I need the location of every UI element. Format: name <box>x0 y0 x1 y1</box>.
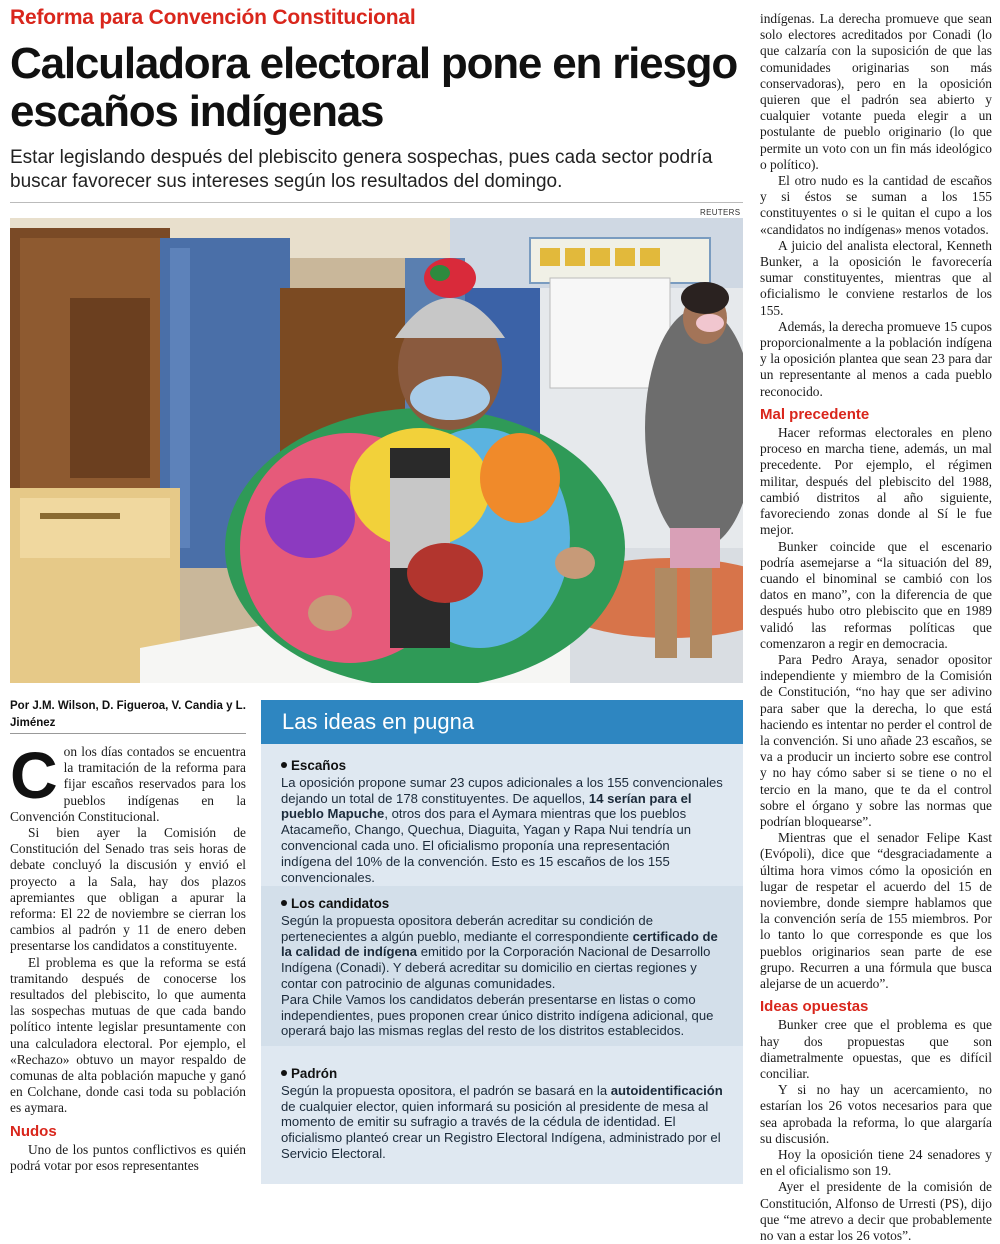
voting-scene-illustration <box>10 218 743 683</box>
info-section-heading: Escaños <box>281 758 723 774</box>
paragraph: indígenas. La derecha promueve que sean solo electores acreditados por Conadi (lo que calzaría con la suposición de que las comunidades originarias son más conservadoras), pero en la oposición quieren que el padrón sea abierto y cualquier votante pueda elegir a un postulante de pueblo originario (lo que permite un voto con un fin más ideológico o político). <box>760 11 992 172</box>
info-section-heading: Padrón <box>281 1066 723 1082</box>
info-section-text: Para Chile Vamos los candidatos deberán presentarse en listas o como independientes, pues proponen crear único distrito indígena adicional, que operará bajo las mismas reglas del resto de los distritos establecidos. <box>281 991 714 1039</box>
byline: Por J.M. Wilson, D. Figueroa, V. Candia y L. Jiménez <box>10 700 246 729</box>
divider <box>10 202 743 203</box>
paragraph: A juicio del analista electoral, Kenneth Bunker, a la oposición le favorecería sumar constituyentes, mientras que al oficialismo le conviene restarlos de los 155. <box>760 237 992 318</box>
subheading: Nudos <box>10 1122 57 1140</box>
subheading: Ideas opuestas <box>760 998 869 1016</box>
paragraph: Además, la derecha promueve 15 cupos proporcionalmente a la población indígena y la oposición plantea que sean 23 para dar un representante al menos a cada pueblo reconocido. <box>760 318 992 399</box>
article-column-3 <box>760 11 992 1244</box>
bullet-icon <box>281 762 287 768</box>
article-column-1 <box>10 738 246 1174</box>
paragraph: Ayer el presidente de la comisión de Constitución, Alfonso de Urresti (PS), dijo que “me atrevo a decir que probablemente no van a estar los 26 votos”. <box>760 1179 992 1244</box>
paragraph: Mientras que el senador Felipe Kast (Evópoli), dice que “desgraciadamente a última hora vimos cómo la oposición en lugar de respetar el acuerdo del 15 de noviembre, donde siempre hablamos que la convención sería de 155 miembros. Por lo tanto lo que corresponde es que los pueblos originarios sean parte de ese grupo. Recurren a una fórmula que busca alejarse de un acuerdo”. <box>760 830 992 991</box>
info-section-escanos <box>261 758 743 885</box>
paragraph: on los días contados se encuentra la tramitación de la reforma para fijar escaños reservados para los pueblos indígenas en la Convención Constitucional. <box>10 744 246 824</box>
info-section-text: Según la propuesta opositora deberán acreditar su condición de pertenecientes a algún pueblo, mediante el correspondiente certificado de la calidad de indígena emitido por la Corporación Nacional de Desarrollo Indígena (Conadi). Y deberá acreditar su domicilio en ciertas regiones y contar con patrocinio de algunas comunidades. <box>281 912 718 991</box>
paragraph: Y si no hay un acercamiento, no estarían los 26 votos necesarios para que sea aprobada la reforma, lo que alargaría su discusión. <box>760 1082 992 1146</box>
news-photo <box>10 218 743 683</box>
section-kicker: Reforma para Convención Constitucional <box>10 6 416 29</box>
info-section-padron <box>261 1066 743 1162</box>
paragraph: Bunker cree que el problema es que hay dos propuestas que son diametralmente opuestas, que es difícil conciliar. <box>760 1017 992 1081</box>
bullet-icon <box>281 900 287 906</box>
paragraph: El otro nudo es la cantidad de escaños y si éstos se suman a los 155 constituyentes o si le quitan el cupo a los «candidatos no indígenas» menos votados. <box>760 173 992 237</box>
paragraph: El problema es que la reforma se está tramitando después de conocerse los resultados del plebiscito, lo que aumenta las sospechas mutuas de que cada bando político intente legislar presuntamente con una calculadora electoral. Por ejemplo, el «Rechazo» obtuvo un mayor respaldo de comunas de alta población mapuche y ganó en Colchane, donde casi toda su población es aymara. <box>10 954 246 1116</box>
info-section-candidatos <box>261 886 743 1046</box>
paragraph: Si bien ayer la Comisión de Constitución del Senado tras seis horas de debate concluyó la discusión y envió el proyecto a la Sala, hay dos plazos apremiantes que obligan a apurar la reforma: El 22 de noviembre se cierran los cambios al padrón y 11 de enero deben presentarse los candidatos a constituyente. <box>10 825 246 954</box>
info-section-text: Según la propuesta opositora, el padrón se basará en la autoidentificación de cualquier elector, quien informará su posición al presidente de mesa al momento de emitir su sufragio a través de la cédula de identidad. El oficialismo planteó crear un Registro Electoral Indígena, administrado por el Servicio Electoral. <box>281 1082 723 1161</box>
deck: Estar legislando después del plebiscito genera sospechas, pues cada sector podría buscar favorecer sus intereses según los resultados del domingo. <box>10 147 713 192</box>
info-section-heading: Los candidatos <box>281 896 723 912</box>
paragraph: Bunker coincide que el escenario podría asemejarse a “la situación del 89, cuando el binominal se cambió con los datos en mano”, con la diferencia de que después hubo otro plebiscito que en 1989 validó las reformas políticas que comenzaron a regir en democracia. <box>760 538 992 651</box>
paragraph: Para Pedro Araya, senador opositor independiente y miembro de la Comisión de Constitución, “no hay que ser adivino para saber que la derecha, lo que está haciendo es intentar no perder el control de la convención. Si uno añade 23 escaños, se va a producir un incierto sobre ese control y no hay cómo saber si se tiene o no el tercio en la mano, que te da el control sobre el órgano y sobre las normas que podrían bloquearse”. <box>760 651 992 829</box>
info-section-text: La oposición propone sumar 23 cupos adicionales a los 155 convencionales dejando un total de 178 constituyentes. De aquellos, 14 serían para el pueblo Mapuche, otros dos para el Aymara mientras que los pueblos Atacameño, Chango, Quechua, Diaguita, Yagan y Rapa Nui tendría un convencional cada uno. El oficialismo proponía una representación indígena del 10% de la convención. Esto es 15 escaños de los 155 convencionales. <box>281 774 723 885</box>
paragraph: Hoy la oposición tiene 24 senadores y en el oficialismo son 19. <box>760 1147 992 1179</box>
headline: Calculadora electoral pone en riesgo escaños indígenas <box>10 39 738 136</box>
paragraph: Hacer reformas electorales en pleno proceso en marcha tiene, además, un mal precedente. Por ejemplo, el régimen militar, después del plebiscito del 1988, cambió distritos al año siguiente, favoreciendo zonas donde al Sí le fue mejor. <box>760 425 992 538</box>
photo-credit: REUTERS <box>700 208 741 217</box>
bullet-icon <box>281 1070 287 1076</box>
paragraph: Uno de los puntos conflictivos es quién podrá votar por esos representantes <box>10 1141 246 1174</box>
info-box-title: Las ideas en pugna <box>261 700 743 744</box>
divider <box>10 733 246 734</box>
info-box <box>261 700 743 1184</box>
drop-cap: C <box>10 738 58 812</box>
subheading: Mal precedente <box>760 405 870 423</box>
